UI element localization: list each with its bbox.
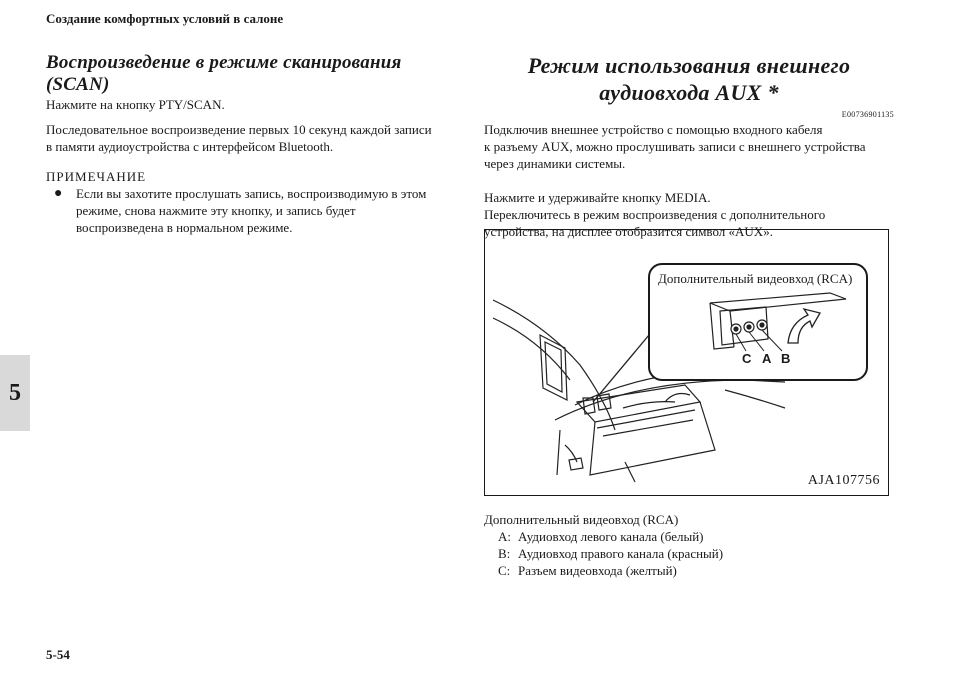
running-header: Создание комфортных условий в салоне: [46, 11, 284, 26]
aux-section-heading: [484, 52, 894, 106]
scan-description-line-1: Последовательное воспроизведение первых 10 секунд каждой записи: [46, 122, 432, 137]
rca-jacks: [731, 320, 767, 334]
section-code: E00736901135: [841, 110, 894, 119]
figure-id: AJA107756: [807, 473, 880, 488]
note-line-3: воспроизведена в нормальном режиме.: [76, 220, 293, 235]
right-column: [484, 52, 894, 240]
label-c: C: [742, 351, 752, 366]
aux-description-line-3: через динамики системы.: [484, 156, 626, 171]
caption-text: Разъем видеовхода (желтый): [518, 563, 677, 578]
caption-key: A:: [498, 529, 511, 544]
note-bullet: [54, 185, 466, 236]
aux-description-line-1: Подключив внешнее устройство с помощью входного кабеля: [484, 122, 823, 137]
callout-title: Дополнительный видеовход (RCA): [658, 271, 853, 286]
open-arrow-icon: [788, 309, 820, 343]
aux-instruction-line-1: Нажмите и удерживайте кнопку MEDIA.: [484, 190, 711, 205]
rca-callout: [648, 263, 868, 381]
caption-item: [498, 528, 894, 545]
note-line-1: Если вы захотите прослушать запись, воспроизводимую в этом: [76, 186, 427, 201]
aux-heading-line-2: аудиовхода AUX *: [599, 80, 779, 105]
aux-description-line-2: к разъему AUX, можно прослушивать записи с внешнего устройства: [484, 139, 866, 154]
caption-key: C:: [498, 563, 511, 578]
scan-instruction: Нажмите на кнопку PTY/SCAN.: [46, 97, 225, 112]
chapter-tab: 5: [0, 355, 30, 431]
note-line-2: режиме, снова нажмите эту кнопку, и запись будет: [76, 203, 356, 218]
label-a: A: [762, 351, 772, 366]
left-column: [46, 52, 466, 236]
page-number: 5-54: [46, 647, 70, 662]
aux-heading-line-1: Режим использования внешнего: [527, 53, 851, 78]
aux-instruction-line-2: Переключитесь в режим воспроизведения с дополнительного: [484, 207, 826, 222]
rca-panel-drawing: [650, 265, 870, 383]
caption-text: Аудиовход правого канала (красный): [518, 546, 724, 561]
caption-title: Дополнительный видеовход (RCA): [484, 512, 679, 527]
label-b: B: [781, 351, 791, 366]
figure-caption: [484, 511, 894, 579]
aux-instruction-line-3: устройства, на дисплее отобразится символ «AUX».: [484, 224, 773, 239]
note-label: ПРИМЕЧАНИЕ: [46, 169, 147, 184]
scan-section-heading: Воспроизведение в режиме сканирования (SCAN): [46, 52, 402, 95]
bullet-icon: ●: [54, 186, 63, 201]
caption-item: [498, 562, 894, 579]
caption-key: B:: [498, 546, 511, 561]
caption-text: Аудиовход левого канала (белый): [518, 529, 704, 544]
caption-item: [498, 545, 894, 562]
scan-description-line-2: в памяти аудиоустройства с интерфейсом Bluetooth.: [46, 139, 334, 154]
